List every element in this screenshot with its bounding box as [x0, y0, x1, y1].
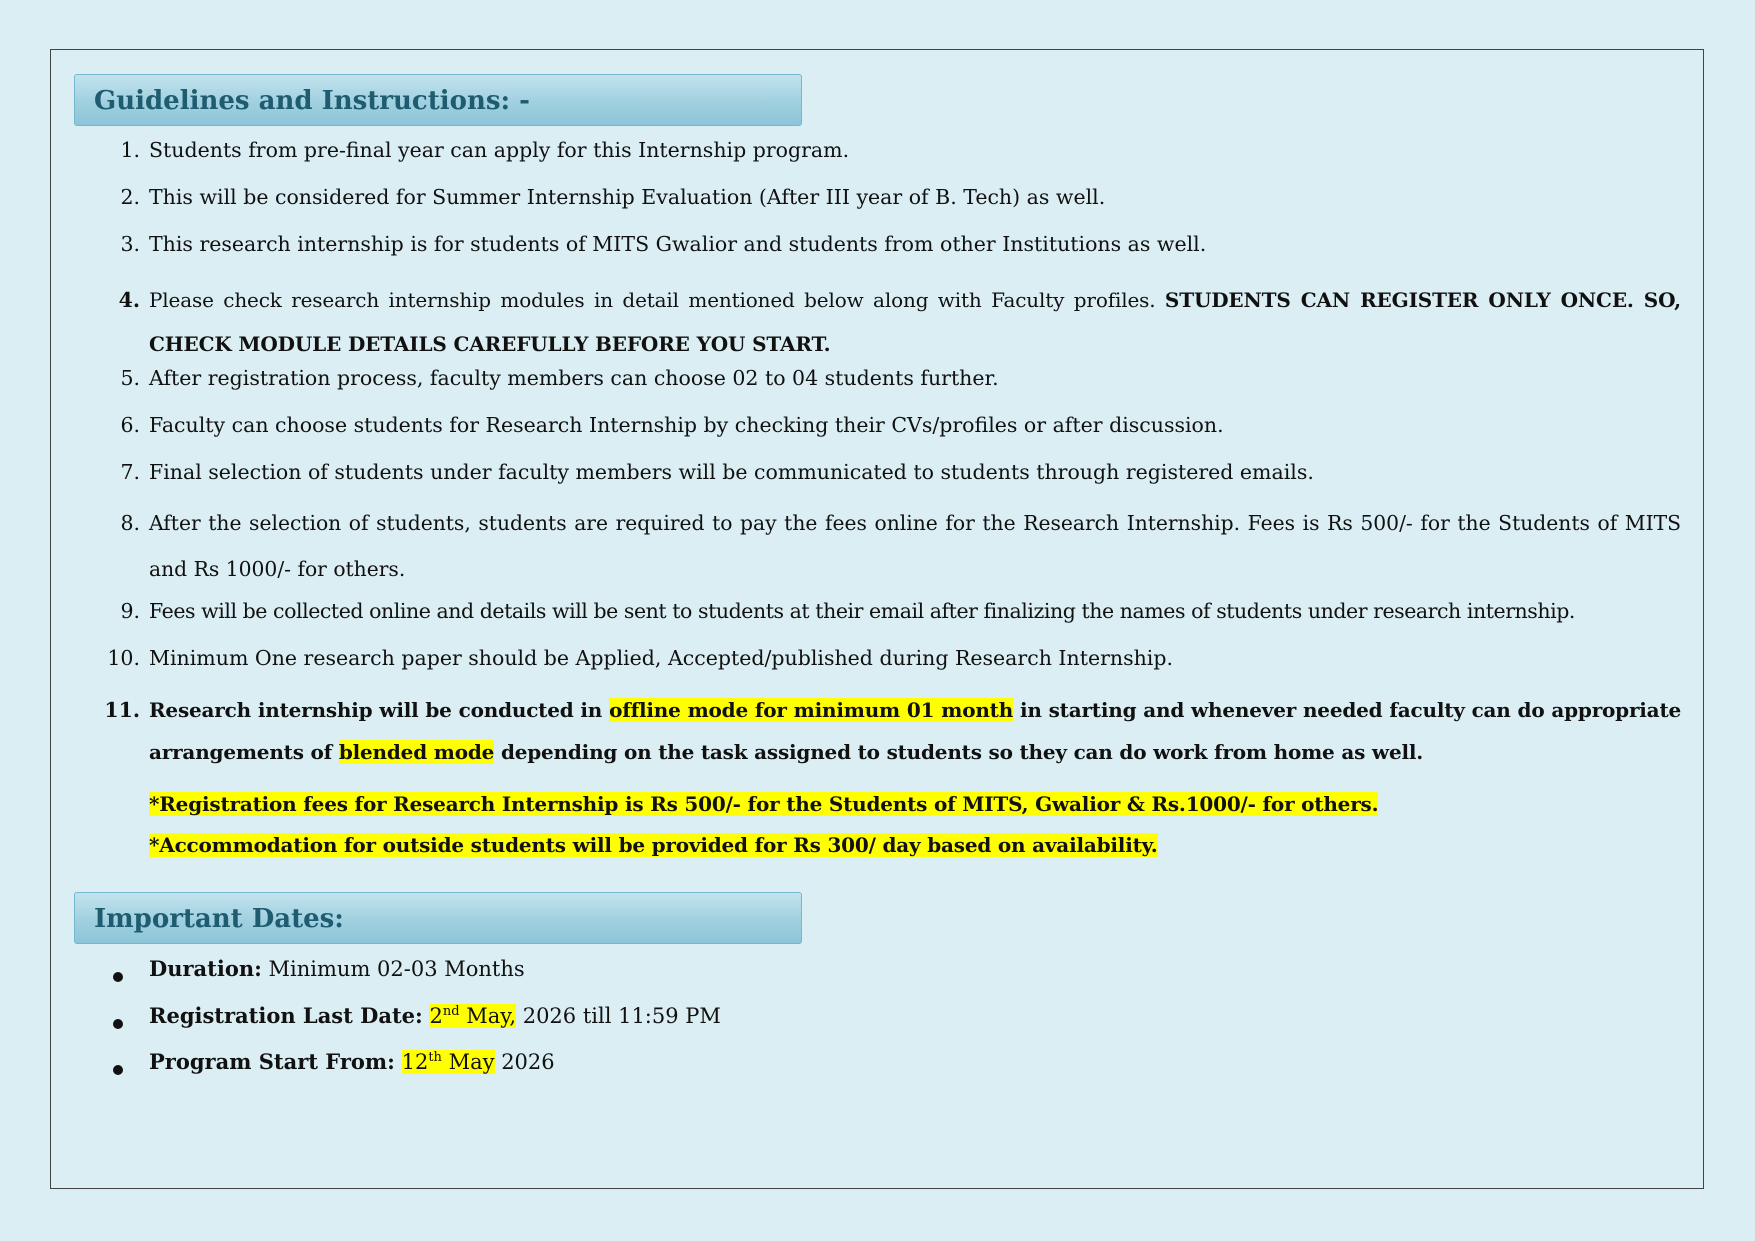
- item-number: 7.: [120, 460, 140, 484]
- notes: [0, 789, 1755, 871]
- bullet-icon: [113, 1019, 123, 1029]
- list-item: [0, 413, 1755, 460]
- list-item: [0, 278, 1755, 366]
- item-number: 8.: [120, 511, 140, 535]
- bullet-icon: [113, 1065, 123, 1075]
- date-value: Minimum 02-03 Months: [268, 957, 525, 981]
- highlighted-date: 2nd May,: [429, 1004, 517, 1028]
- date-registration: [0, 1003, 1755, 1049]
- date-label: Duration:: [149, 956, 262, 981]
- item-text: This will be considered for Summer Internship Evaluation (After III year of B. Tech) as well.: [149, 185, 1106, 209]
- item-number: 5.: [120, 366, 140, 390]
- list-item: [0, 500, 1755, 592]
- item-text: After the selection of students, students are required to pay the fees online for the Research Internship. Fees is Rs 500/- for the Students of MITS and Rs 1000/- for others.: [149, 511, 1681, 581]
- item-text: depending on the task assigned to students so they can do work from home as well.: [500, 740, 1424, 764]
- item-text: Fees will be collected online and details will be sent to students at their email after finalizing the names of students under research internship.: [149, 599, 1575, 623]
- item-number: 6.: [120, 413, 140, 437]
- guidelines-list: [0, 366, 1755, 506]
- item-number: 10.: [107, 646, 140, 670]
- guidelines-list: [0, 278, 1755, 366]
- item-number: 3.: [120, 232, 140, 256]
- item-text: After registration process, faculty members can choose 02 to 04 students further.: [149, 366, 999, 390]
- date-value: 2026 till 11:59 PM: [522, 1004, 721, 1028]
- guidelines-heading: Guidelines and Instructions: -: [74, 74, 802, 126]
- item-text: Please check research internship modules in detail mentioned below along with Faculty profiles.: [149, 288, 1156, 312]
- item-text: Minimum One research paper should be Applied, Accepted/published during Research Internship.: [149, 646, 1173, 670]
- item-bold-text: STUDENTS CAN REGISTER ONLY ONCE. SO, CHECK MODULE DETAILS CAREFULLY BEFORE YOU START.: [149, 288, 1681, 356]
- list-item: [0, 232, 1755, 278]
- item-number: 11.: [104, 698, 140, 722]
- guidelines-list: [0, 138, 1755, 278]
- list-item: [0, 646, 1755, 692]
- item-number: 1.: [120, 138, 140, 162]
- list-item: [0, 599, 1755, 646]
- item-text: This research internship is for students of MITS Gwalior and students from other Institutions as well.: [149, 232, 1207, 256]
- date-value: 2026: [501, 1050, 555, 1074]
- guidelines-list: [0, 689, 1755, 773]
- item-number: 4.: [118, 288, 140, 312]
- item-text: Students from pre-final year can apply for this Internship program.: [149, 138, 850, 162]
- list-item: [0, 366, 1755, 413]
- date-label: Registration Last Date:: [149, 1003, 423, 1028]
- item-number: 2.: [120, 185, 140, 209]
- highlighted-date: 12th May: [401, 1050, 495, 1074]
- item-text: in starting and whenever needed faculty can do appropriate arrangements of: [149, 698, 1682, 764]
- item-text: Faculty can choose students for Research Internship by checking their CVs/profiles or after discussion.: [149, 413, 1224, 437]
- list-item: [0, 689, 1755, 773]
- date-label: Program Start From:: [149, 1049, 395, 1074]
- note-registration-fees: [0, 789, 1755, 830]
- highlighted-text: blended mode: [338, 740, 495, 764]
- note-text: *Accommodation for outside students will be provided for Rs 300/ day based on availability.: [149, 833, 1158, 857]
- note-text: *Registration fees for Research Internship is Rs 500/- for the Students of MITS, Gwalior & Rs.1000/- for others.: [149, 792, 1379, 816]
- date-start: [0, 1049, 1755, 1095]
- guidelines-list: [0, 500, 1755, 592]
- guidelines-list: [0, 599, 1755, 692]
- highlighted-text: offline mode for minimum 01 month: [609, 698, 1014, 722]
- important-dates-heading: Important Dates:: [74, 892, 802, 944]
- bullet-icon: [113, 972, 123, 982]
- item-text: Final selection of students under faculty members will be communicated to students through registered emails.: [149, 460, 1314, 484]
- list-item: [0, 138, 1755, 185]
- dates-list: [0, 956, 1755, 1095]
- list-item: [0, 185, 1755, 232]
- item-text: Research internship will be conducted in: [149, 698, 603, 722]
- date-duration: [0, 956, 1755, 1003]
- item-number: 9.: [120, 599, 140, 623]
- note-accommodation: [0, 830, 1755, 871]
